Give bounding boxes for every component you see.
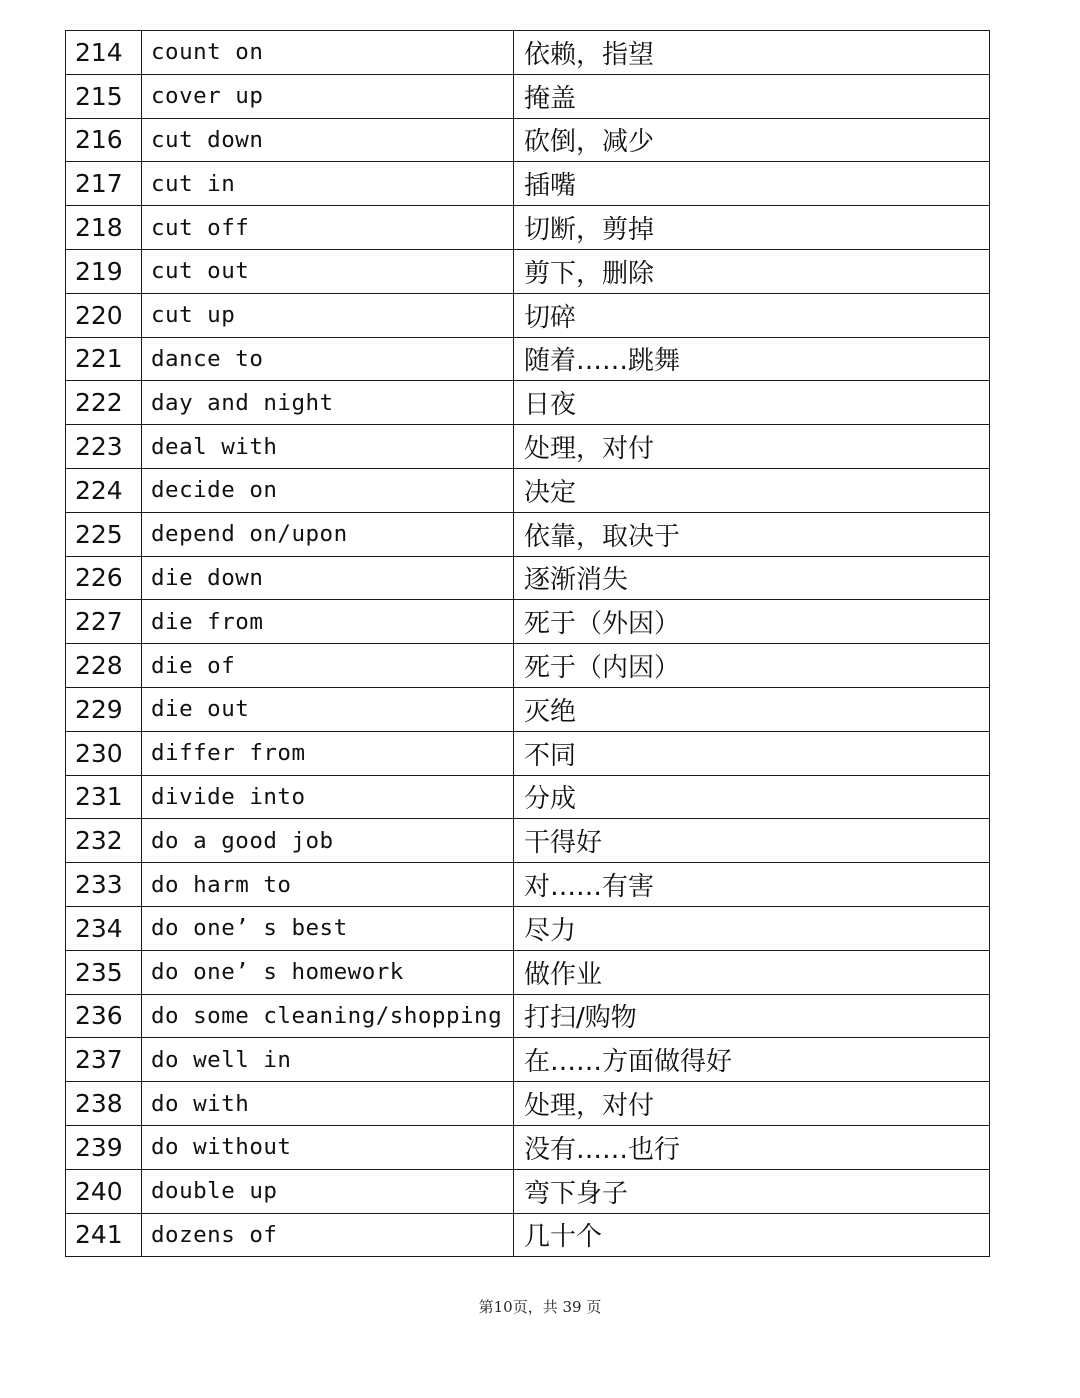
entry-phrase: die of bbox=[142, 644, 514, 688]
entry-phrase: dance to bbox=[142, 337, 514, 381]
entry-meaning: 干得好 bbox=[514, 819, 990, 863]
entry-number: 238 bbox=[66, 1082, 142, 1126]
entry-number: 241 bbox=[66, 1213, 142, 1257]
entry-meaning: 切碎 bbox=[514, 293, 990, 337]
table-row bbox=[66, 512, 990, 556]
entry-number: 234 bbox=[66, 906, 142, 950]
entry-phrase: cut out bbox=[142, 249, 514, 293]
entry-meaning: 随着……跳舞 bbox=[514, 337, 990, 381]
entry-phrase: do a good job bbox=[142, 819, 514, 863]
entry-number: 233 bbox=[66, 863, 142, 907]
entry-meaning: 死于（外因） bbox=[514, 600, 990, 644]
table-row bbox=[66, 775, 990, 819]
entry-phrase: cut off bbox=[142, 206, 514, 250]
entry-meaning: 灭绝 bbox=[514, 687, 990, 731]
entry-number: 227 bbox=[66, 600, 142, 644]
entry-number: 236 bbox=[66, 994, 142, 1038]
table-row bbox=[66, 31, 990, 75]
table-row bbox=[66, 249, 990, 293]
table-row bbox=[66, 687, 990, 731]
table-row bbox=[66, 1169, 990, 1213]
table-row bbox=[66, 556, 990, 600]
table-row bbox=[66, 644, 990, 688]
entry-meaning: 插嘴 bbox=[514, 162, 990, 206]
entry-phrase: decide on bbox=[142, 468, 514, 512]
entry-meaning: 切断，剪掉 bbox=[514, 206, 990, 250]
table-row bbox=[66, 950, 990, 994]
entry-meaning: 在……方面做得好 bbox=[514, 1038, 990, 1082]
entry-number: 214 bbox=[66, 31, 142, 75]
entry-number: 235 bbox=[66, 950, 142, 994]
entry-meaning: 日夜 bbox=[514, 381, 990, 425]
entry-number: 231 bbox=[66, 775, 142, 819]
entry-phrase: divide into bbox=[142, 775, 514, 819]
entry-phrase: die from bbox=[142, 600, 514, 644]
table-row bbox=[66, 468, 990, 512]
table-row bbox=[66, 337, 990, 381]
entry-phrase: do without bbox=[142, 1125, 514, 1169]
page-footer bbox=[0, 1296, 1080, 1317]
entry-phrase: differ from bbox=[142, 731, 514, 775]
entry-phrase: cover up bbox=[142, 74, 514, 118]
entry-number: 218 bbox=[66, 206, 142, 250]
entry-meaning: 逐渐消失 bbox=[514, 556, 990, 600]
entry-phrase: do well in bbox=[142, 1038, 514, 1082]
entry-meaning: 对……有害 bbox=[514, 863, 990, 907]
entry-phrase: double up bbox=[142, 1169, 514, 1213]
table-row bbox=[66, 1213, 990, 1257]
entry-number: 229 bbox=[66, 687, 142, 731]
entry-number: 240 bbox=[66, 1169, 142, 1213]
entry-meaning: 砍倒，减少 bbox=[514, 118, 990, 162]
entry-phrase: do one’ s homework bbox=[142, 950, 514, 994]
entry-number: 219 bbox=[66, 249, 142, 293]
entry-number: 220 bbox=[66, 293, 142, 337]
entry-phrase: cut up bbox=[142, 293, 514, 337]
entry-number: 216 bbox=[66, 118, 142, 162]
entry-meaning: 几十个 bbox=[514, 1213, 990, 1257]
entry-number: 223 bbox=[66, 425, 142, 469]
table-row bbox=[66, 994, 990, 1038]
table-row bbox=[66, 1038, 990, 1082]
table-row bbox=[66, 425, 990, 469]
vocab-table bbox=[65, 30, 990, 1257]
entry-number: 239 bbox=[66, 1125, 142, 1169]
entry-meaning: 处理，对付 bbox=[514, 1082, 990, 1126]
entry-number: 222 bbox=[66, 381, 142, 425]
table-row bbox=[66, 74, 990, 118]
entry-meaning: 依赖，指望 bbox=[514, 31, 990, 75]
entry-meaning: 没有……也行 bbox=[514, 1125, 990, 1169]
table-row bbox=[66, 906, 990, 950]
entry-phrase: do harm to bbox=[142, 863, 514, 907]
entry-meaning: 依靠，取决于 bbox=[514, 512, 990, 556]
entry-number: 225 bbox=[66, 512, 142, 556]
entry-number: 232 bbox=[66, 819, 142, 863]
page-number: 第10页，共 39 页 bbox=[478, 1298, 602, 1316]
entry-meaning: 做作业 bbox=[514, 950, 990, 994]
entry-phrase: deal with bbox=[142, 425, 514, 469]
entry-number: 215 bbox=[66, 74, 142, 118]
table-row bbox=[66, 1125, 990, 1169]
table-row bbox=[66, 863, 990, 907]
entry-phrase: die down bbox=[142, 556, 514, 600]
vocab-table-body bbox=[66, 31, 990, 1257]
entry-phrase: do some cleaning/shopping bbox=[142, 994, 514, 1038]
entry-phrase: dozens of bbox=[142, 1213, 514, 1257]
entry-phrase: do with bbox=[142, 1082, 514, 1126]
entry-phrase: do one’ s best bbox=[142, 906, 514, 950]
entry-phrase: cut down bbox=[142, 118, 514, 162]
table-row bbox=[66, 1082, 990, 1126]
table-row bbox=[66, 206, 990, 250]
entry-phrase: cut in bbox=[142, 162, 514, 206]
entry-number: 237 bbox=[66, 1038, 142, 1082]
table-row bbox=[66, 118, 990, 162]
table-row bbox=[66, 731, 990, 775]
table-row bbox=[66, 162, 990, 206]
entry-phrase: count on bbox=[142, 31, 514, 75]
entry-number: 226 bbox=[66, 556, 142, 600]
entry-meaning: 死于（内因） bbox=[514, 644, 990, 688]
entry-phrase: die out bbox=[142, 687, 514, 731]
entry-meaning: 尽力 bbox=[514, 906, 990, 950]
table-row bbox=[66, 819, 990, 863]
table-row bbox=[66, 381, 990, 425]
entry-number: 221 bbox=[66, 337, 142, 381]
entry-meaning: 分成 bbox=[514, 775, 990, 819]
entry-meaning: 决定 bbox=[514, 468, 990, 512]
entry-number: 230 bbox=[66, 731, 142, 775]
entry-meaning: 打扫/购物 bbox=[514, 994, 990, 1038]
entry-meaning: 弯下身子 bbox=[514, 1169, 990, 1213]
table-row bbox=[66, 293, 990, 337]
entry-number: 228 bbox=[66, 644, 142, 688]
entry-meaning: 掩盖 bbox=[514, 74, 990, 118]
entry-number: 224 bbox=[66, 468, 142, 512]
entry-meaning: 处理，对付 bbox=[514, 425, 990, 469]
entry-meaning: 不同 bbox=[514, 731, 990, 775]
entry-number: 217 bbox=[66, 162, 142, 206]
entry-meaning: 剪下，删除 bbox=[514, 249, 990, 293]
entry-phrase: day and night bbox=[142, 381, 514, 425]
entry-phrase: depend on/upon bbox=[142, 512, 514, 556]
table-row bbox=[66, 600, 990, 644]
